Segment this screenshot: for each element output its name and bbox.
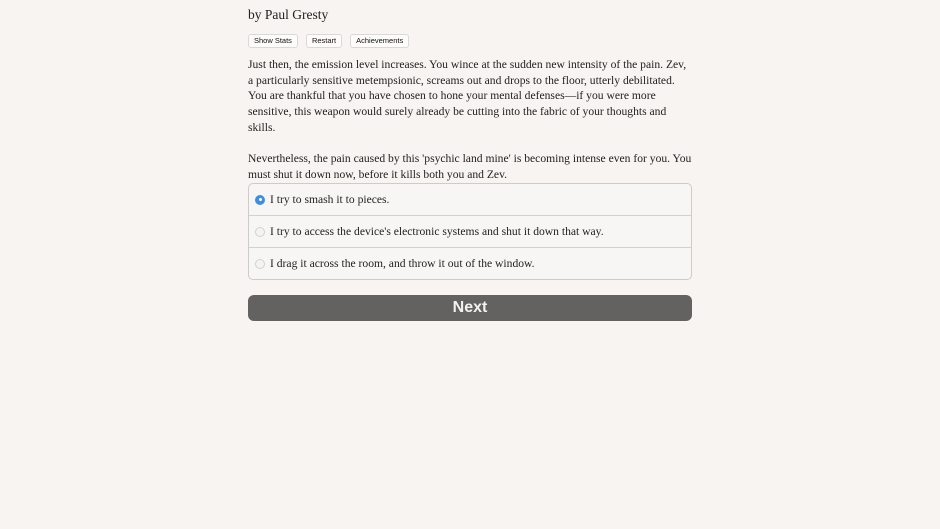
choice-label: I try to smash it to pieces. [270, 193, 390, 206]
choice-option-1[interactable] [249, 184, 691, 215]
next-button[interactable]: Next [248, 295, 692, 321]
story-paragraph: Just then, the emission level increases. You wince at the sudden new intensity of the pain. Zev, a particularly sensitive metempsionic, screams out and drops to the floor, utterly debilitated. You are thankful that you have chosen to hone your mental defenses—if you were more sensitive, this weapon would surely already be cutting into the fabric of your thoughts and skills. [248, 58, 687, 134]
choice-label: I try to access the device's electronic systems and shut it down that way. [270, 225, 604, 238]
author-byline: by Paul Gresty [248, 7, 329, 22]
show-stats-button[interactable]: Show Stats [248, 34, 298, 48]
choice-list [248, 183, 692, 280]
story-text [248, 57, 692, 198]
radio-unselected-icon[interactable] [255, 227, 265, 237]
choice-label: I drag it across the room, and throw it out of the window. [270, 257, 535, 270]
radio-unselected-icon[interactable] [255, 259, 265, 269]
choice-option-3[interactable] [249, 247, 691, 279]
choice-option-2[interactable] [249, 215, 691, 247]
restart-button[interactable]: Restart [306, 34, 342, 48]
achievements-button[interactable]: Achievements [350, 34, 409, 48]
toolbar [248, 34, 409, 48]
radio-selected-icon[interactable] [255, 195, 265, 205]
story-paragraph: Nevertheless, the pain caused by this 'psychic land mine' is becoming intense even for you. You must shut it down now, before it kills both you and Zev. [248, 152, 692, 181]
